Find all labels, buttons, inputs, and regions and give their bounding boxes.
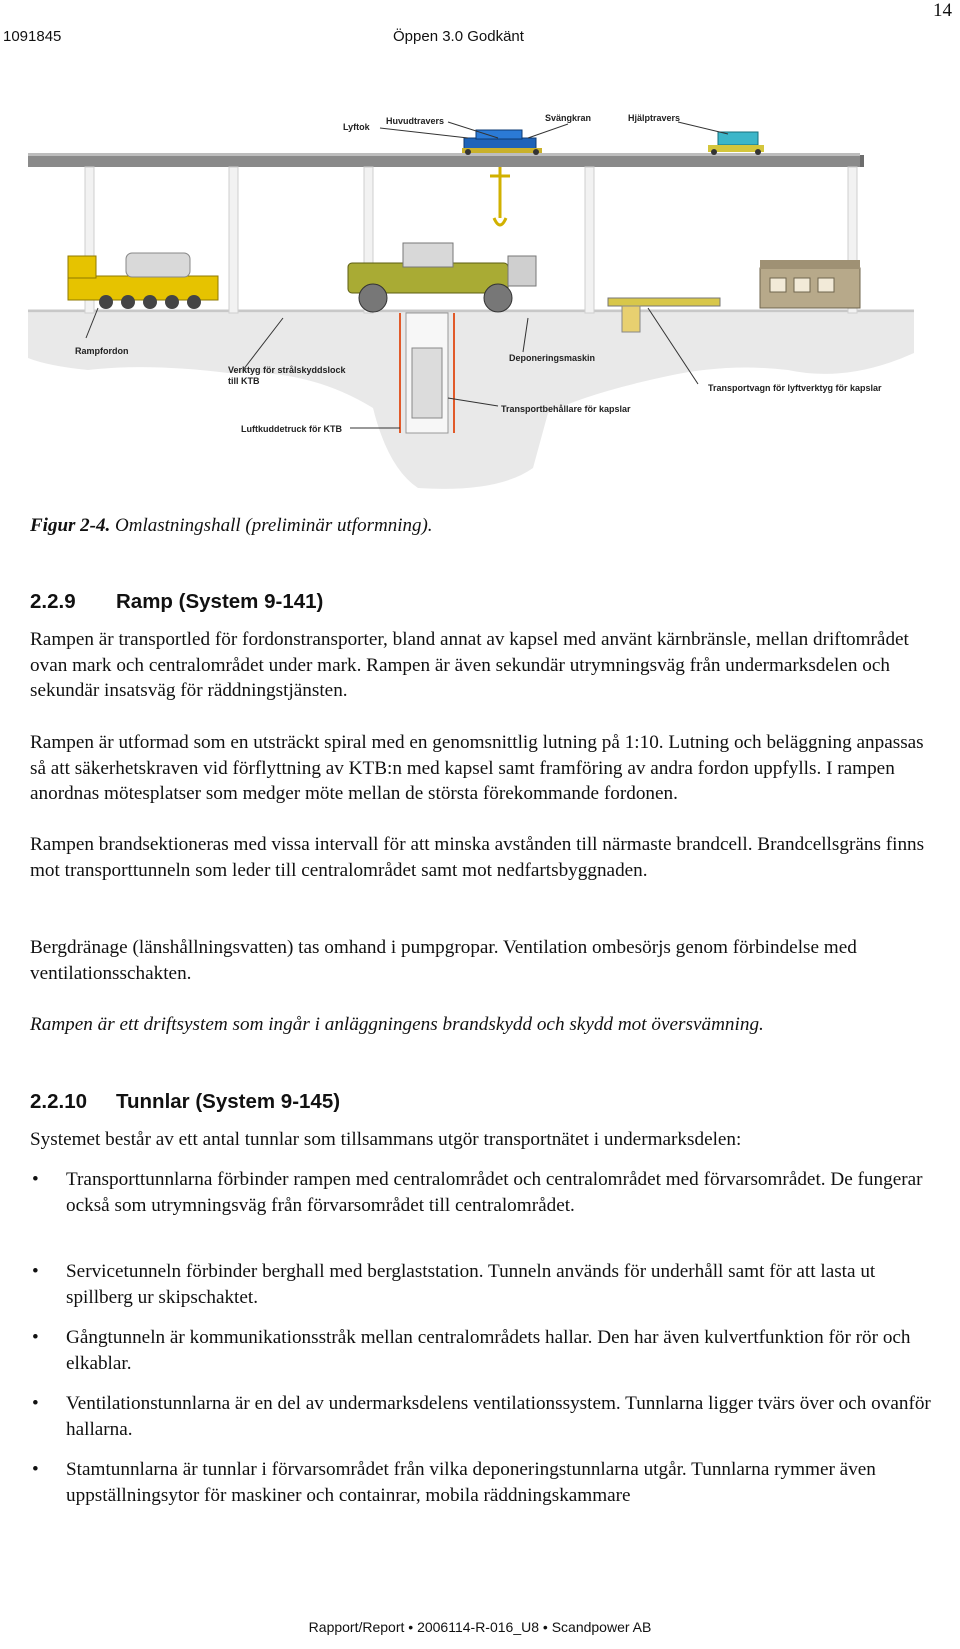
label-transportvagn: Transportvagn för lyftverktyg för kapslar — [708, 383, 882, 393]
paragraph: Rampen är utformad som en utsträckt spiral med en genomsnittlig lutning på 1:10. Lutning och beläggning anpassas så att säkerhetskraven vid förflyttning av KTB:n med kapsel samt framföring av andra fordon uppfylls. I rampen anordnas mötesplatser som medger möte mellan de största förekommande fordonen. — [30, 732, 924, 805]
section-heading-2-2-9 — [30, 590, 323, 614]
deposition-machine — [348, 243, 536, 312]
label-deponeringsmaskin: Deponeringsmaskin — [509, 353, 596, 363]
label-luftkuddetruck: Luftkuddetruck för KTB — [241, 424, 342, 434]
label-rampfordon: Rampfordon — [75, 346, 129, 356]
section-number: 2.2.10 — [30, 1090, 87, 1113]
paragraph: Rampen brandsektioneras med vissa intervall för att minska avstånden till närmaste brandcell. Brandcellsgräns finns mot transporttunneln som leder till centralområdet samt mot nedfartsbyggnaden. — [30, 834, 925, 881]
paragraph: Rampen är transportled för fordonstransporter, bland annat av kapsel med använt kärnbränsle, mellan driftområdet ovan mark och centralområdet under mark. Rampen är även sekundär utrymningsväg från undermarksdelen och sekundär insatsväg för räddningstjänsten. — [30, 629, 909, 702]
section-title: Tunnlar (System 9-145) — [116, 1090, 341, 1113]
facility-illustration — [28, 108, 914, 493]
page-footer: Rapport/Report • 2006114-R-016_U8 • Scandpower AB — [308, 1619, 652, 1635]
label-hjalptravers: Hjälptravers — [628, 113, 681, 123]
label-verktyg-line2: till KTB — [228, 376, 260, 386]
ground — [28, 311, 914, 489]
label-huvudtravers: Huvudtravers — [386, 116, 445, 126]
paragraph-italic: Rampen är ett driftsystem som ingår i anläggningens brandskydd och skydd mot översvämning. — [30, 1014, 764, 1035]
lifting-yoke — [490, 167, 510, 225]
figure-caption — [30, 515, 433, 537]
label-lyftok: Lyftok — [343, 122, 370, 132]
figure-caption-label: Figur 2-4. — [30, 515, 111, 536]
section-title: Ramp (System 9-141) — [116, 590, 324, 613]
auxiliary-crane — [708, 132, 764, 155]
label-transportbehallare: Transportbehållare för kapslar — [501, 404, 631, 414]
roof-beam — [28, 153, 864, 167]
paragraph: Bergdränage (länshållningsvatten) tas omhand i pumpgropar. Ventilation ombesörjs genom förbindelse med ventilationsschakten. — [30, 937, 857, 984]
figure-caption-text: Omlastningshall (preliminär utformning). — [115, 515, 433, 536]
main-crane — [462, 130, 542, 155]
label-svangkran: Svängkran — [545, 113, 592, 123]
building — [760, 260, 860, 308]
paragraph: Systemet består av ett antal tunnlar som tillsammans utgör transportnätet i undermarksdelen: — [30, 1129, 742, 1150]
label-verktyg-line1: Verktyg för strålskyddslock — [228, 365, 346, 375]
document-id: 1091845 — [3, 28, 62, 45]
document-status: Öppen 3.0 Godkänt — [393, 28, 524, 45]
deposition-shaft — [400, 313, 454, 433]
page-number: 14 — [933, 0, 952, 21]
section-number: 2.2.9 — [30, 590, 76, 613]
section-heading-2-2-10 — [30, 1090, 340, 1114]
